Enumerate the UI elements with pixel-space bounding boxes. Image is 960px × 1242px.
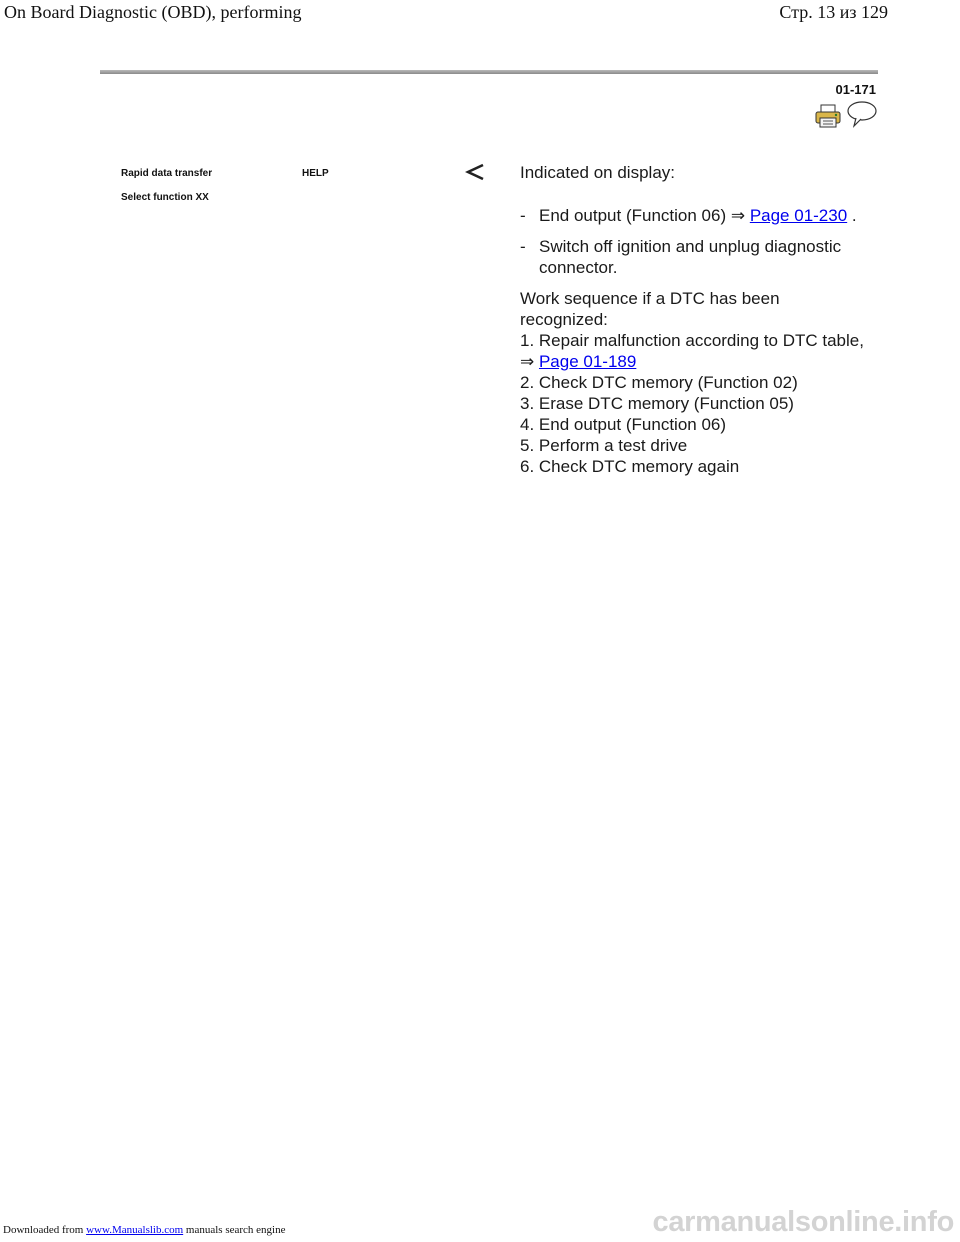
tester-display [121, 168, 461, 216]
printer-icon[interactable] [815, 104, 841, 128]
step-item: 5. Perform a test drive [520, 436, 688, 455]
instruction-content [520, 162, 865, 477]
arrow-left-icon [465, 163, 485, 181]
bullet-text: Switch off ignition and unplug diagnostic connector. [539, 237, 842, 277]
bullet-suffix: . [847, 206, 857, 225]
step-item: 3. Erase DTC memory (Function 05) [520, 394, 794, 413]
bullet-dash: - [520, 206, 526, 225]
manualslib-link[interactable]: www.Manualslib.com [86, 1224, 184, 1236]
footer-suffix: manuals search engine [183, 1224, 286, 1236]
bullet-list [520, 205, 865, 278]
display-line1-left: Rapid data transfer [121, 168, 213, 179]
bullet-dash: - [520, 237, 526, 256]
display-line2-left: Select function XX [121, 192, 209, 203]
work-sequence-heading: Work sequence if a DTC has been recognized: [520, 289, 780, 329]
footer-prefix: Downloaded from [3, 1224, 87, 1236]
page-link-01-230[interactable]: Page 01-230 [749, 206, 848, 225]
header-divider [100, 70, 878, 74]
footer-source [3, 1224, 285, 1236]
step-item [520, 330, 865, 372]
display-row [121, 192, 461, 216]
display-row [121, 168, 461, 192]
intro-text: Indicated on display: [520, 163, 675, 182]
page-number: 01-171 [835, 82, 876, 97]
speech-bubble-icon[interactable] [846, 100, 878, 128]
step-text: 1. Repair malfunction according to DTC table, ⇒ [520, 331, 864, 371]
step-item: 2. Check DTC memory (Function 02) [520, 373, 798, 392]
document-title: On Board Diagnostic (OBD), performing [4, 2, 302, 22]
watermark: carmanualsonline.info [652, 1206, 954, 1238]
step-item: 6. Check DTC memory again [520, 457, 740, 476]
page-counter: Стр. 13 из 129 [779, 2, 888, 22]
page-link-01-189[interactable]: Page 01-189 [538, 352, 637, 371]
list-item [520, 236, 865, 278]
bullet-text: End output (Function 06) ⇒ [539, 206, 750, 225]
step-item: 4. End output (Function 06) [520, 415, 727, 434]
list-item [520, 205, 865, 226]
display-line1-right: HELP [302, 168, 329, 179]
